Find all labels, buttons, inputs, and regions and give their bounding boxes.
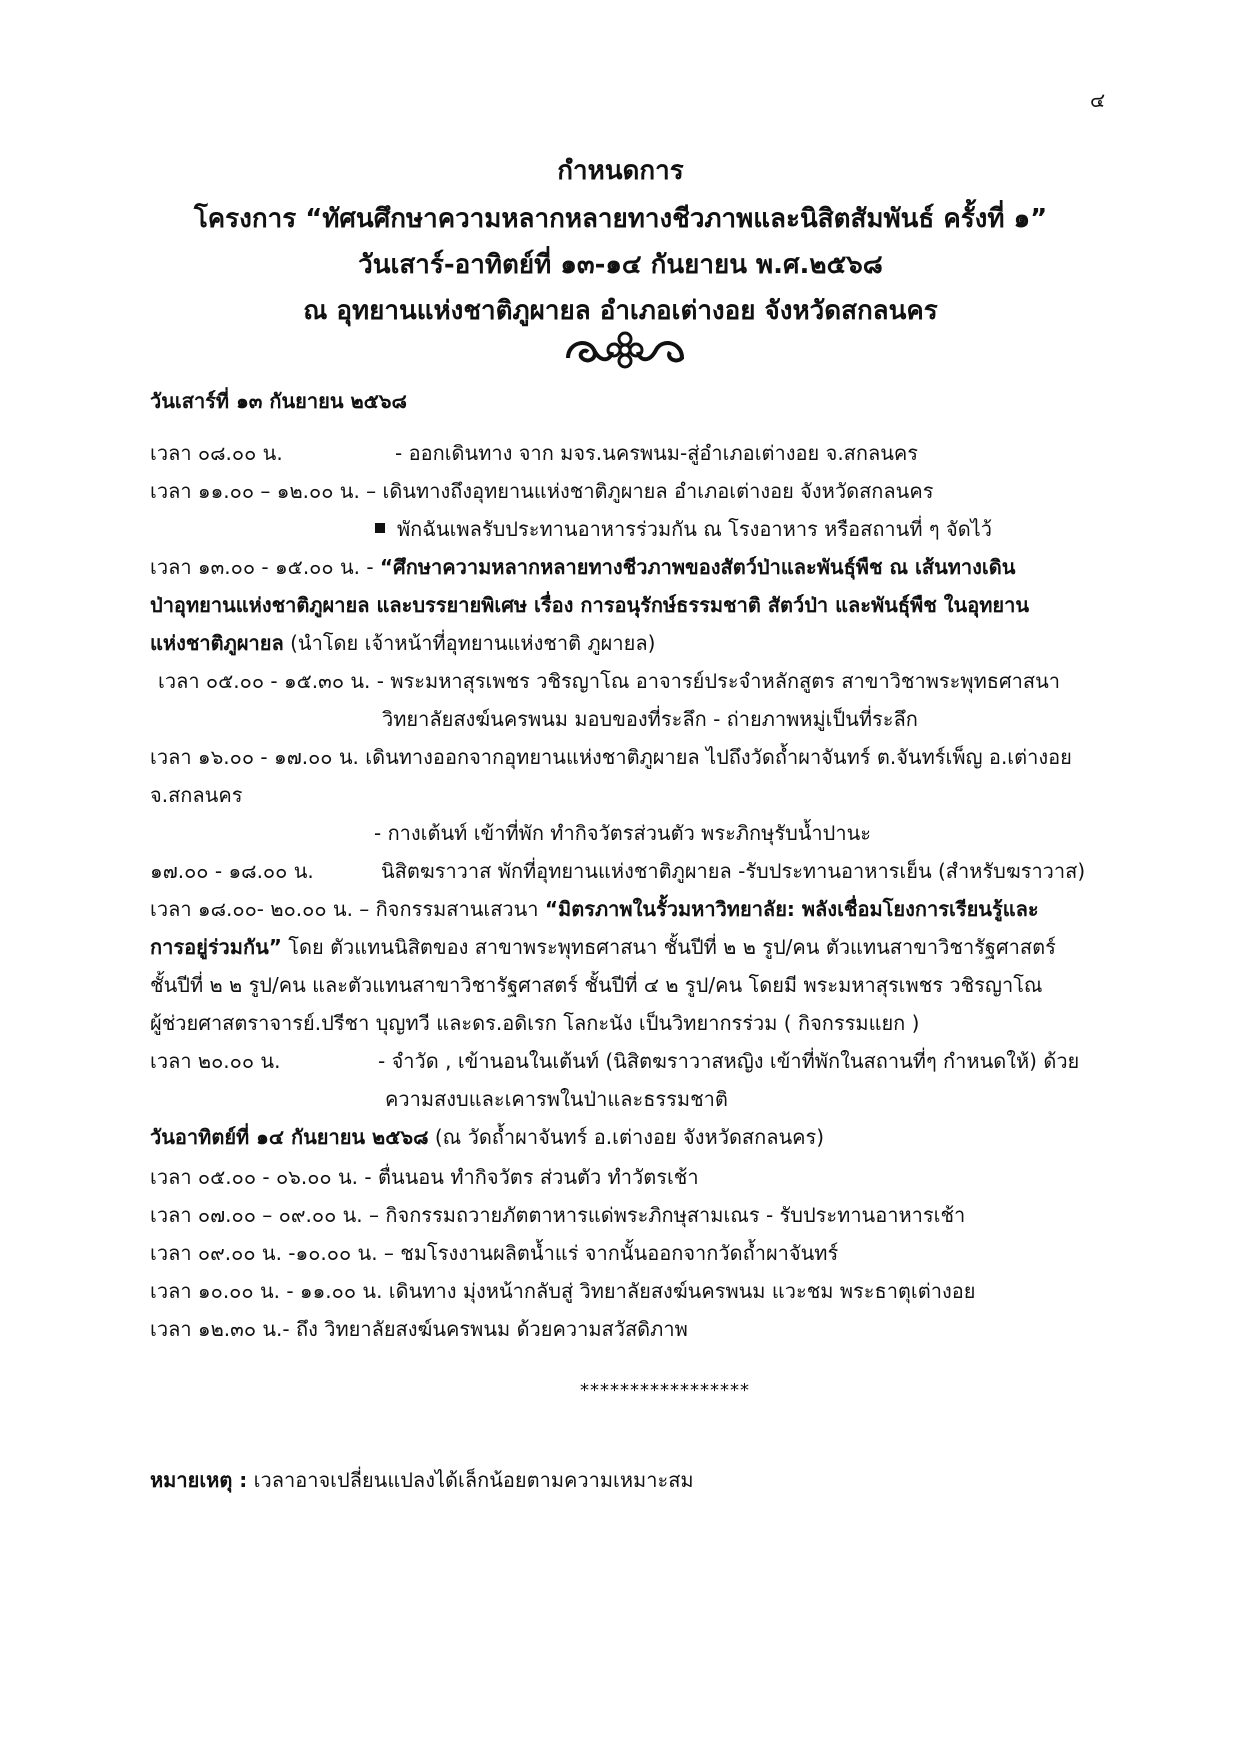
- schedule-line: เวลา ๑๒.๓๐ น.- ถึง วิทยาลัยสงฆ์นครพนม ด้วยความสวัสดิภาพ: [150, 1317, 688, 1341]
- event-venue: ณ อุทยานแห่งชาติภูผายล อำเภอเต่างอย จังหวัดสกลนคร: [303, 296, 938, 326]
- bullet-icon: [375, 523, 385, 533]
- page-number: ๔: [1090, 88, 1106, 112]
- schedule-line: นิสิตฆราวาส พักที่อุทยานแห่งชาติภูผายล -รับประทานอาหารเย็น (สำหรับฆราวาส): [381, 859, 1086, 883]
- ornament-icon: [560, 328, 690, 372]
- project-title: โครงการ “ทัศนศึกษาความหลากหลายทางชีวภาพและนิสิตสัมพันธ์ ครั้งที่ ๑”: [193, 204, 1048, 234]
- schedule-line: เวลา ๐๕.๐๐ - ๐๖.๐๐ น. - ตื่นนอน ทำกิจวัตร ส่วนตัว ทำวัตรเช้า: [150, 1165, 699, 1189]
- schedule-line: การอยู่ร่วมกัน” โดย ตัวแทนนิสิตของ สาขาพระพุทธศาสนา ชั้นปีที่ ๒ ๒ รูป/คน ตัวแทนสาขาวิชารัฐศาสตร์: [150, 935, 1056, 959]
- schedule-line: เวลา ๑๐.๐๐ น. - ๑๑.๐๐ น. เดินทาง มุ่งหน้ากลับสู่ วิทยาลัยสงฆ์นครพนม แวะชม พระธาตุเต่างอย: [150, 1279, 976, 1303]
- schedule-line: วิทยาลัยสงฆ์นครพนม มอบของที่ระลึก - ถ่ายภาพหมู่เป็นที่ระลึก: [382, 707, 918, 731]
- schedule-line: - กางเต้นท์ เข้าที่พัก ทำกิจวัตรส่วนตัว พระภิกษุรับน้ำปานะ: [374, 821, 872, 845]
- schedule-line: เวลา ๑๑.๐๐ – ๑๒.๐๐ น. – เดินทางถึงอุทยานแห่งชาติภูผายล อำเภอเต่างอย จังหวัดสกลนคร: [150, 479, 934, 503]
- schedule-line: เวลา ๐๕.๐๐ - ๑๕.๓๐ น. - พระมหาสุรเพชร วชิรญาโณ อาจารย์ประจำหลักสูตร สาขาวิชาพระพุทธศาสนา: [158, 669, 1061, 693]
- schedule-line: พักฉันเพลรับประทานอาหารร่วมกัน ณ โรงอาหาร หรือสถานที่ ๆ จัดไว้: [375, 516, 992, 542]
- schedule-line: - ออกเดินทาง จาก มจร.นครพนม-สู่อำเภอเต่างอย จ.สกลนคร: [395, 441, 919, 465]
- day2-heading: วันอาทิตย์ที่ ๑๔ กันยายน ๒๕๖๘ (ณ วัดถ้ำผาจันทร์ อ.เต่างอย จังหวัดสกลนคร): [150, 1125, 825, 1149]
- schedule-line: เวลา ๑๘.๐๐- ๒๐.๐๐ น. – กิจกรรมสานเสวนา “มิตรภาพในรั้วมหาวิทยาลัย: พลังเชื่อมโยงการเรียนรู้และ: [150, 897, 1039, 921]
- schedule-line: เวลา ๐๗.๐๐ – ๐๙.๐๐ น. – กิจกรรมถวายภัตตาหารแด่พระภิกษุสามเณร - รับประทานอาหารเช้า: [150, 1203, 966, 1227]
- schedule-line: เวลา ๑๓.๐๐ - ๑๕.๐๐ น. - “ศึกษาความหลากหลายทางชีวภาพของสัตว์ป่าและพันธุ์พืช ณ เส้นทางเดิน: [150, 555, 1016, 579]
- schedule-line: เวลา ๐๘.๐๐ น.: [150, 441, 283, 465]
- schedule-line: เวลา ๒๐.๐๐ น.: [150, 1049, 281, 1073]
- schedule-line: ผู้ช่วยศาสตราจารย์.ปรีชา บุญทวี และดร.อดิเรก โลกะนัง เป็นวิทยากรร่วม ( กิจกรรมแยก ): [150, 1011, 920, 1035]
- schedule-line: ชั้นปีที่ ๒ ๒ รูป/คน และตัวแทนสาขาวิชารัฐศาสตร์ ชั้นปีที่ ๔ ๒ รูป/คน โดยมี พระมหาสุรเพชร วชิรญาโณ: [150, 973, 1043, 997]
- separator: *****************: [580, 1380, 750, 1401]
- schedule-line: ความสงบและเคารพในป่าและธรรมชาติ: [385, 1087, 728, 1111]
- note: [150, 1467, 694, 1493]
- page-title: กำหนดการ: [557, 156, 684, 186]
- note-text: เวลาอาจเปลี่ยนแปลงได้เล็กน้อยตามความเหมาะสม: [247, 1468, 694, 1492]
- note-label: หมายเหตุ :: [150, 1468, 248, 1492]
- schedule-line: ๑๗.๐๐ - ๑๘.๐๐ น.: [150, 859, 314, 883]
- schedule-line: เวลา ๑๖.๐๐ - ๑๗.๐๐ น. เดินทางออกจากอุทยานแห่งชาติภูผายล ไปถึงวัดถ้ำผาจันทร์ ต.จันทร์เพ็ญ อ.เต่างอย: [150, 745, 1072, 769]
- schedule-line: ป่าอุทยานแห่งชาติภูผายล และบรรยายพิเศษ เรื่อง การอนุรักษ์ธรรมชาติ สัตว์ป่า และพันธุ์พืช ในอุทยาน: [150, 593, 1030, 617]
- schedule-line: เวลา ๐๙.๐๐ น. -๑๐.๐๐ น. – ชมโรงงานผลิตน้ำแร่ จากนั้นออกจากวัดถ้ำผาจันทร์: [150, 1241, 839, 1265]
- day1-heading: วันเสาร์ที่ ๑๓ กันยายน ๒๕๖๘: [150, 389, 407, 413]
- event-date: วันเสาร์-อาทิตย์ที่ ๑๓-๑๔ กันยายน พ.ศ.๒๕๖๘: [358, 250, 883, 280]
- schedule-line: - จำวัด , เข้านอนในเต้นท์ (นิสิตฆราวาสหญิง เข้าที่พักในสถานที่ๆ กำหนดให้) ด้วย: [378, 1049, 1080, 1073]
- schedule-line: แห่งชาติภูผายล (นำโดย เจ้าหน้าที่อุทยานแห่งชาติ ภูผายล): [150, 631, 656, 655]
- schedule-line: จ.สกลนคร: [150, 783, 243, 807]
